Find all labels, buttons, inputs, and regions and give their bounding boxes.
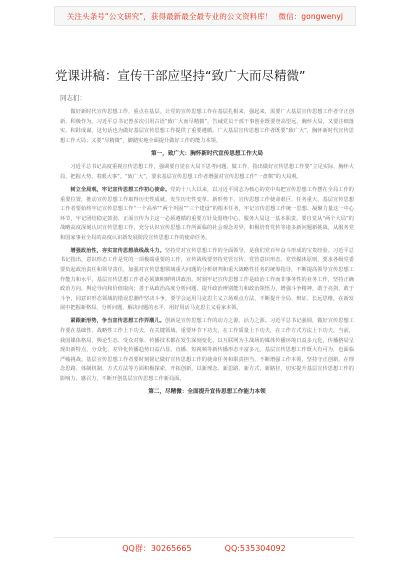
qq-number: QQ:535304092 (224, 544, 286, 553)
paragraph-text: 党的十八大以来，以习近平同志为核心的党中央把宣传思想工作摆在全局工作的重要位置，推动宣传思想工作取得历史性成就、发生历史性变革。新形势下，宣传思想工作使命艰巨、任务重大，基层宣传思想工作者要始终牢记宣传思想工作“一个高举”“两个巩固”“三个建设”的根本任务，牢记宣传思想工作统一思想、凝聚力量这一中心环节，牢记团结稳定鼓劲、正面宣传为主这一必须遵循的重要方针及围绕中心、服务大局这一基本职责。要自觉从“两个大局”的战略高度深刻认识宣传思想工作，充分认识宣传思想工作所面临的社会观念差异，积极培育党传等诸多新问题新挑战，从服务党和国家事业全局的高度认识新发展阶段宣传思想工作的使命任务。 (60, 186, 354, 241)
paragraph-text: 坚持党对宣传思想工作的全面领导，是我们党百年奋斗形成的宝贵经验。习近平总书记指出，意识形态工作是党的一项极端重要的工作，宣传战线要坚持党管宣传、党管意识形态、党管媒体原则，要求各级党委要负起政治责任和领导责任，加强对宣传思想领域重大问题的分析研判和重大战略性任务的统筹指导，不断提高领导宣传思想工作能力和水平。基层宣传思想工作者必须旗帜鲜明讲政治，时刻牢记宣传思想工作是政治工作而非事务性的业务工作，坚持正确政治方向，舆论导向和价值取向；善于从政治高度分析问题，提升政治辨别能力和政治领悟力，增强斗争精神，敢于亮剑、敢于斗争，同意识形态领域的错误思潮作坚决斗争，要学会运用马克思主义立场观点方法，不断提升全局、辩证、长远思维，在新发展中把握新格局。分析问题、解决问题的水平，用好用活马克思主义看家本领。 (60, 247, 354, 312)
body-paragraph (60, 317, 354, 384)
paragraph-text: 做好新时代宣传思想工作，重点在基层。让党的宣传思想工作在基层扎根来，强起来，需要广大基层宣传思想工作者守正创新、积极作为。习近平总书记曾多次引用古语“致广大而尽精微”，告诫党员干部干事创业既要登高望远、胸怀大局，又要注细落实、积跬成谋。这句话也为做好基层宣传思想工作提供了重要遵循。广大基层宣传思想工作者既要“致广大”，胸怀新时代宣传思想工作大局；又要“尽精微”，脚踏实地全面提升做好工作的能力本领。 (60, 109, 354, 144)
promo-text: 关注头条号“公文研究”，获得最新最全最专业的公文资料库！ (66, 11, 273, 21)
promo-banner[interactable] (54, 6, 356, 26)
paragraph-text: 习近平总书记高度重视宣传思想工作，强调要自觉在大局下思考问题、做工作，指出做好宣传思想工作要“立足实际、胸怀大局、把握大势、着眼大事”。“致广大”，要求基层宣传思想工作者增强对宣传思想工作“一盘棋”的大局观。 (60, 164, 354, 180)
footer-divider (54, 537, 354, 538)
paragraph-lead: 紧跟新形势，争当宣传思想工作弄潮儿。 (70, 318, 165, 325)
paragraph-lead: 增强政治性，夯实宣传思想战线战斗力。 (70, 247, 165, 254)
wechat-id: 微信：gongwenyj (278, 11, 344, 21)
document-title: 党课讲稿：宣传干部应坚持“致广大而尽精微” (55, 68, 306, 83)
paragraph-text: 创新是宣传思想工作的动力之源、活力之源。习近平总书记强调，做好宣传思想工作要在基础性、战略性工作上下功夫，在关键领域、重要环节下功夫，在工作质量上下功夫，在工作方式方法上下功夫。当前，我国媒体格局、舆论生态、受众对象、传播技术都在发生深刻变化，以互联网为主战场的媒体传播环境日益多元化，传播格局呈现出新特点，分众化、差异化传播趋势日益凸显，直播、短视频等新传播形态丰富多元。基层宣传思想工作既大有可为，也面临严峻挑战。基层宣传思想工作者要时刻铭记做好宣传思想工作的使命任务和职责担当，不断增强工作本领，坚持守正创新，在理念思路、体制机制、方式方法等方面积极探索，开拓创新，以新理念、新思路、新方式、新路径，切实提升基层宣传思想工作的影响力、感召力，不断开创基层宣传思想工作新局面。 (60, 318, 354, 382)
section-heading: 第二，尽精微：全面提升宣传思想工作能力本领 (148, 388, 266, 395)
qq-group: QQ群：30265665 (122, 544, 192, 553)
body-paragraph (60, 108, 354, 146)
greeting: 同志们： (60, 94, 86, 102)
document-body (60, 108, 354, 402)
paragraph-lead: 树立全局观，牢记宣传思想工作初心使命。 (70, 186, 171, 193)
section-heading: 第一，致广大：胸怀新时代宣传思想工作大局 (151, 150, 263, 157)
body-paragraph (60, 163, 354, 182)
body-paragraph (60, 247, 354, 314)
footer-contact (54, 543, 354, 554)
body-paragraph (60, 186, 354, 244)
